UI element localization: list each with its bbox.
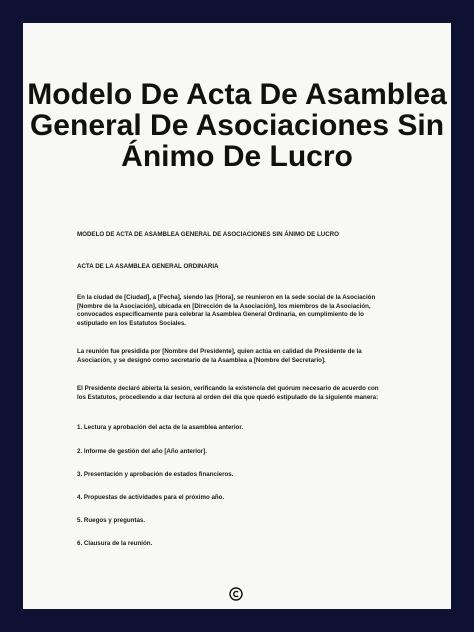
agenda-item: 5. Ruegos y preguntas. [77, 517, 146, 524]
agenda-item: 1. Lectura y aprobación del acta de la asamblea anterior. [77, 424, 244, 431]
paragraph-opening: En la ciudad de [Ciudad], a [Fecha], siendo las [Hora], se reunieron en la sede social de la Asociación [Nombre de la Asociación], ubicada en [Dirección de la Asociación], los miembros de la Asociación, convocados específicamente para celebrar la Asamblea General Ordinaria, en cumplimiento de lo estipulado en los Estatutos Sociales. [77, 294, 376, 328]
agenda-item: 2. Informe de gestión del año [Año anterior]. [77, 448, 207, 455]
document-subheading: ACTA DE LA ASAMBLEA GENERAL ORDINARIA [77, 263, 219, 270]
paragraph-presidency: La reunión fue presidida por [Nombre del Presidente], quien actúa en calidad de Presidente de la Asociación, y se designó como secretario de la Asamblea a [Nombre del Secretario]. [77, 348, 362, 364]
copyright-icon [229, 587, 243, 601]
agenda-item: 3. Presentación y aprobación de estados financieros. [77, 471, 234, 478]
agenda-item: 6. Clausura de la reunión. [77, 540, 153, 547]
paragraph-agenda-intro: El Presidente declaró abierta la sesión, verificando la existencia del quórum necesario de acuerdo con los Estatutos, procediendo a dar lectura al orden del día que quedó estipulado de la siguiente manera: [77, 385, 379, 401]
agenda-item: 4. Propuestas de actividades para el próximo año. [77, 494, 225, 501]
document-heading: MODELO DE ACTA DE ASAMBLEA GENERAL DE ASOCIACIONES SIN ÁNIMO DE LUCRO [77, 231, 339, 238]
document-page [23, 23, 451, 609]
page-title: Modelo De Acta De Asamblea General De Asociaciones Sin Ánimo De Lucro [27, 78, 447, 173]
